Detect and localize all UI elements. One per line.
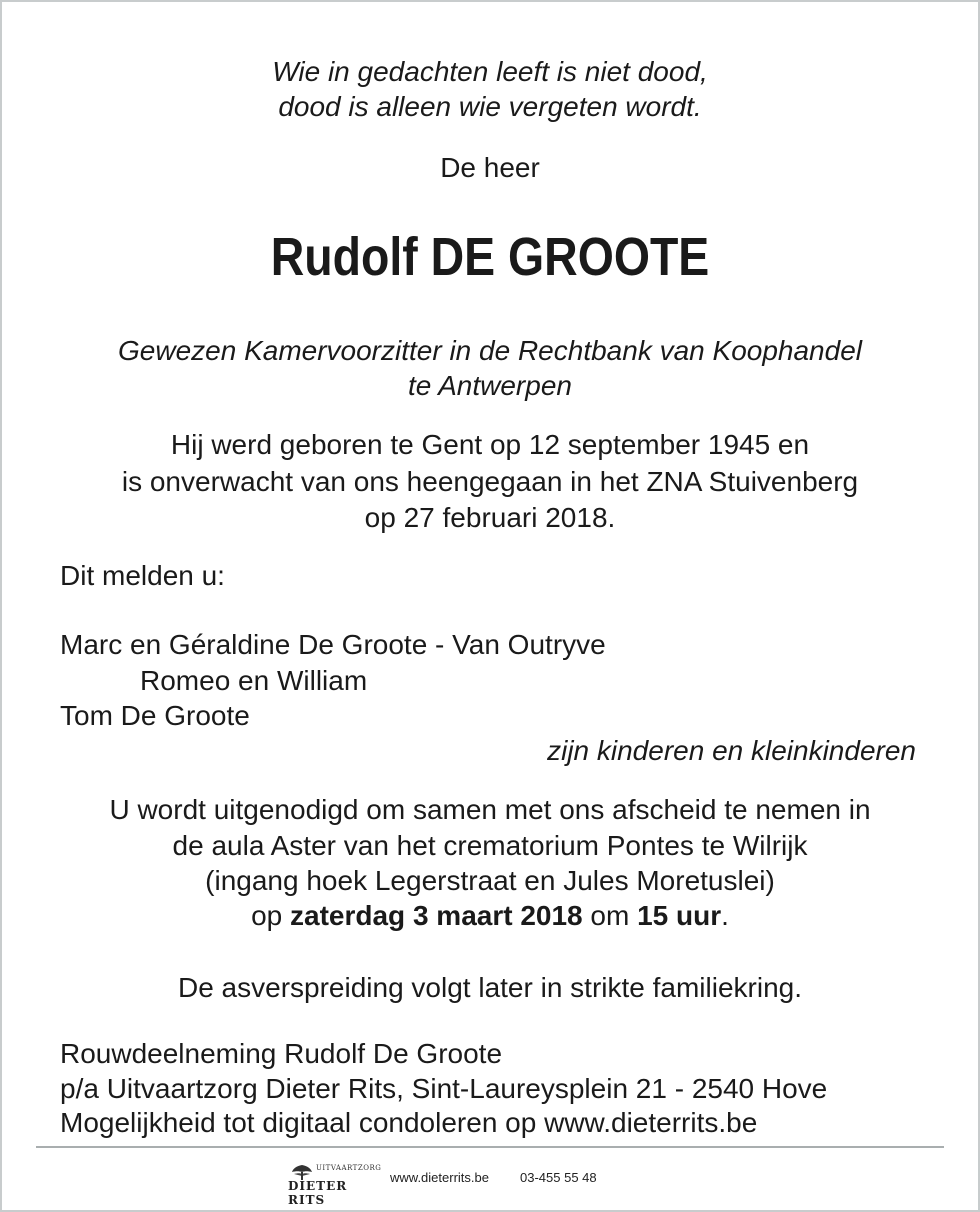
announcement-intro: Dit melden u: xyxy=(60,560,225,591)
family-relation: zijn kinderen en kleinkinderen xyxy=(547,735,916,766)
tree-icon xyxy=(290,1164,314,1180)
ceremony-suffix: . xyxy=(721,900,729,931)
condolence-line-2: p/a Uitvaartzorg Dieter Rits, Sint-Laureysplein 21 - 2540 Hove xyxy=(60,1073,828,1104)
title-line-2: te Antwerpen xyxy=(408,370,572,401)
condolence-line-3: Mogelijkheid tot digitaal condoleren op www.dieterrits.be xyxy=(60,1107,758,1138)
logo-subtitle: UITVAARTZORG xyxy=(316,1164,382,1172)
birth-death-line-1: Hij werd geboren te Gent op 12 september 1945 en xyxy=(170,429,810,460)
ceremony-line-2: de aula Aster van het crematorium Pontes te Wilrijk xyxy=(172,830,808,861)
family-line-1: Marc en Géraldine De Groote - Van Outryve xyxy=(60,629,606,660)
logo-name: DIETER RITS xyxy=(288,1179,348,1207)
ceremony-time: 15 uur xyxy=(637,900,722,931)
deceased-name: Rudolf DE GROOTE xyxy=(270,227,710,287)
ash-scattering: De asverspreiding volgt later in strikte familiekring. xyxy=(177,972,803,1003)
deceased-name-wrap xyxy=(0,222,980,292)
family-line-3: Tom De Groote xyxy=(60,700,250,731)
salutation: De heer xyxy=(440,152,540,183)
footer-website[interactable]: www.dieterrits.be xyxy=(390,1170,489,1185)
ceremony-date: zaterdag 3 maart 2018 xyxy=(290,900,583,931)
ceremony-mid: om xyxy=(582,900,638,931)
birth-death-line-2: is onverwacht van ons heengegaan in het ZNA Stuivenberg xyxy=(121,466,859,497)
ceremony-line-3: (ingang hoek Legerstraat en Jules Moretuslei) xyxy=(205,865,775,896)
funeral-home-logo xyxy=(286,1162,382,1207)
ceremony-line-1: U wordt uitgenodigd om samen met ons afscheid te nemen in xyxy=(109,794,871,825)
ceremony-line-4 xyxy=(0,898,980,933)
quote-line-1: Wie in gedachten leeft is niet dood, xyxy=(272,56,708,87)
family-line-2: Romeo en William xyxy=(140,665,368,696)
footer-divider xyxy=(36,1146,944,1148)
birth-death-line-3: op 27 februari 2018. xyxy=(364,502,616,533)
footer xyxy=(0,1158,980,1207)
condolence-line-1: Rouwdeelneming Rudolf De Groote xyxy=(60,1038,503,1069)
quote-line-2: dood is alleen wie vergeten wordt. xyxy=(278,91,702,122)
ceremony-prefix: op xyxy=(251,900,291,931)
footer-phone: 03-455 55 48 xyxy=(520,1170,597,1185)
title-line-1: Gewezen Kamervoorzitter in de Rechtbank van Koophandel xyxy=(118,335,862,366)
